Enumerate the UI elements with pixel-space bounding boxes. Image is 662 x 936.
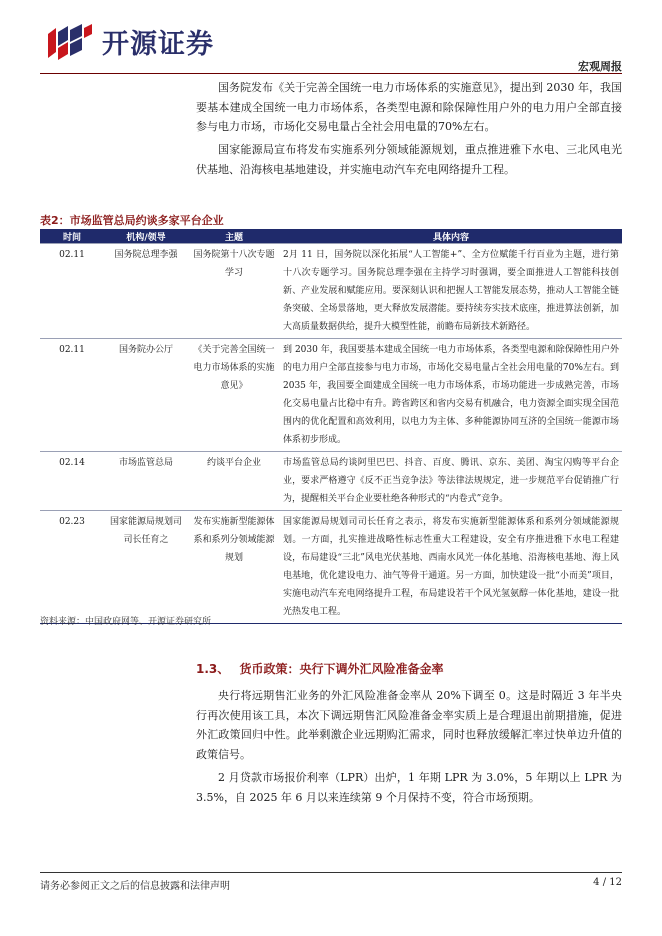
report-type-label: 宏观周报 — [578, 60, 622, 73]
cell-org: 市场监管总局 — [104, 452, 188, 511]
cell-topic: 约谈平台企业 — [188, 452, 280, 511]
cell-content: 2月 11 日，国务院以深化拓展“人工智能+”、全方位赋能千行百业为主题，进行第十八次专题学习。国务院总理李强在主持学习时强调，要全面推进人工智能科技创新、产业发展和赋能应用。要深刻认识和把握人工智能发展态势，推动人工智能全链条突破、全场景落地，更大释放发展潜能。要持续夯实技术底座，推进算法创新，加大高质量数据供给，提升大模型性能，前瞻布局新技术新路径。 — [280, 244, 622, 339]
cell-org: 国务院办公厅 — [104, 339, 188, 452]
table-row — [40, 511, 622, 624]
column-header-time: 时间 — [40, 229, 104, 244]
cell-content: 市场监管总局约谈阿里巴巴、抖音、百度、腾讯、京东、美团、淘宝闪购等平台企业，要求严格遵守《反不正当竞争法》等法律法规规定，进一步规范平台促销推广行为，提醒相关平台企业要杜绝各种形式的“内卷式”竞争。 — [280, 452, 622, 511]
cell-time: 02.11 — [40, 339, 104, 452]
section-title-text: 货币政策：央行下调外汇风险准备金率 — [239, 662, 444, 676]
intro-paragraph-2: 国家能源局宣布将发布实施系列分领域能源规划，重点推进雅下水电、三北风电光伏基地、沿海核电基地建设，并实施电动汽车充电网络提升工程。 — [196, 143, 622, 176]
column-header-org: 机构/领导 — [104, 229, 188, 244]
section-paragraph-1: 央行将远期售汇业务的外汇风险准备金率从 20%下调至 0。这是时隔近 3 年半央行再次使用该工具，本次下调远期售汇风险准备金率实质上是合理退出前期措施，促进外汇政策回归中性。此举剩激企业远期购汇需求，同时也释放缓解汇率过快单边升值的政策信号。 — [196, 689, 622, 761]
column-header-topic: 主题 — [188, 229, 280, 244]
header-divider — [40, 73, 622, 74]
cell-content: 到 2030 年，我国要基本建成全国统一电力市场体系，各类型电源和除保障性用户外的电力用户全部直接参与电力市场，市场化交易电量占全社会用电量的70%左右。到 2035 年，我国要全面建成全国统一电力市场体系，市场功能进一步成熟完善，市场化交易电量占比稳中有升。跨省跨区和省内交易有机融合，电力资源全面实现全国范围内的优化配置和高效利用，以电力为主体、多种能源协同互济的全国统一能源市场体系初步形成。 — [280, 339, 622, 452]
legal-disclaimer: 请务必参阅正文之后的信息披露和法律声明 — [40, 881, 230, 892]
cell-time: 02.14 — [40, 452, 104, 511]
cell-content: 国家能源局规划司司长任育之表示，将发布实施新型能源体系和系列分领域能源规划。一方面，扎实推进战略性标志性重大工程建设，安全有序推进雅下水电工程建设，布局建设“三北”风电光伏基地、西南水风光一体化基地、沿海核电基地、海上风电基地，优化建设电力、油气等骨干通道。另一方面，加快建设一批“小而美”项目，实施电动汽车充电网络提升工程，布局建设若干个风光氢氨醇一体化基地，建设一批光热发电工程。 — [280, 511, 622, 624]
section-paragraph-2: 2 月贷款市场报价利率（LPR）出炉，1 年期 LPR 为 3.0%，5 年期以上 LPR 为3.5%，自 2025 年 6 月以来连续第 9 个月保持不变，符合市场预期。 — [196, 771, 622, 804]
cell-topic: 国务院第十八次专题学习 — [188, 244, 280, 339]
cell-topic: 发布实施新型能源体系和系列分领域能源规划 — [188, 511, 280, 624]
company-logo — [46, 22, 214, 61]
cell-topic: 《关于完善全国统一电力市场体系的实施意见》 — [188, 339, 280, 452]
intro-paragraph-1: 国务院发布《关于完善全国统一电力市场体系的实施意见》，提出到 2030 年，我国要基本建成全国统一电力市场体系，各类型电源和除保障性用户外的电力用户全部直接参与电力市场，市场化交易电量占全社会用电量的70%左右。 — [196, 81, 622, 133]
cell-time: 02.11 — [40, 244, 104, 339]
table-source-note: 资料来源：中国政府网等、开源证券研究所 — [40, 617, 212, 627]
section-number: 1.3、 — [196, 662, 230, 676]
logo-mark-icon — [46, 24, 94, 60]
page-number: 4 / 12 — [593, 877, 622, 888]
policy-table — [40, 229, 622, 624]
footer-divider — [40, 872, 622, 873]
section-heading — [196, 660, 443, 677]
cell-org: 国务院总理李强 — [104, 244, 188, 339]
table-header-row — [40, 229, 622, 244]
cell-org: 国家能源局规划司司长任育之 — [104, 511, 188, 624]
table-title: 表2：市场监管总局约谈多家平台企业 — [40, 214, 224, 227]
table-row — [40, 339, 622, 452]
cell-time: 02.23 — [40, 511, 104, 624]
company-name: 开源证券 — [102, 29, 214, 60]
column-header-content: 具体内容 — [280, 229, 622, 244]
table-row — [40, 452, 622, 511]
table-row — [40, 244, 622, 339]
